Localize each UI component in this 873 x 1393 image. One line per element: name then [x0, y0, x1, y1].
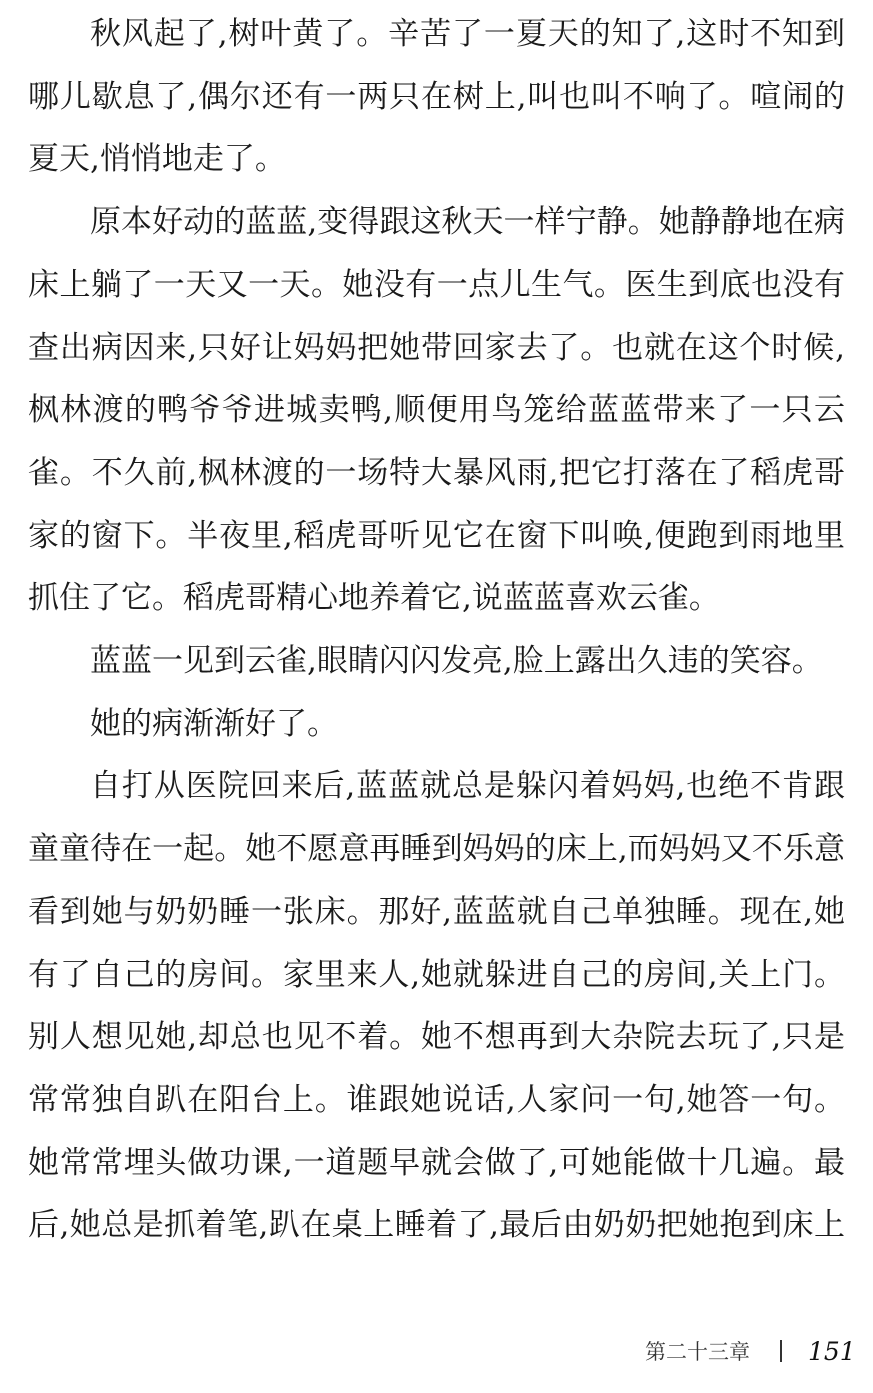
text-line: 别人想见她,却总也见不着。她不想再到大杂院去玩了,只是: [28, 1019, 845, 1056]
text-line: 她的病渐渐好了。: [90, 705, 338, 742]
text-line: 哪儿歇息了,偶尔还有一两只在树上,叫也叫不响了。喧闹的: [28, 78, 845, 115]
text-line: 有了自己的房间。家里来人,她就躲进自己的房间,关上门。: [28, 956, 845, 993]
text-line: 她常常埋头做功课,一道题早就会做了,可她能做十几遍。最: [28, 1144, 845, 1181]
page-footer: [645, 1336, 856, 1366]
text-line: 枫林渡的鸭爷爷进城卖鸭,顺便用鸟笼给蓝蓝带来了一只云: [28, 392, 845, 429]
chapter-title: 第二十三章: [645, 1340, 750, 1364]
text-line: 秋风起了,树叶黄了。辛苦了一夏天的知了,这时不知到: [90, 16, 845, 52]
text-line: 原本好动的蓝蓝,变得跟这秋天一样宁静。她静静地在病: [90, 204, 845, 241]
text-line: 自打从医院回来后,蓝蓝就总是躲闪着妈妈,也绝不肯跟: [90, 768, 845, 805]
text-line: 看到她与奶奶睡一张床。那好,蓝蓝就自己单独睡。现在,她: [28, 893, 845, 930]
text-line: 夏天,悄悄地走了。: [28, 141, 286, 178]
page-number: 151: [808, 1336, 856, 1366]
text-line: 常常独自趴在阳台上。谁跟她说话,人家问一句,她答一句。: [28, 1081, 845, 1118]
text-line: 童童待在一起。她不愿意再睡到妈妈的床上,而妈妈又不乐意: [28, 831, 845, 868]
text-line: 后,她总是抓着笔,趴在桌上睡着了,最后由奶奶把她抱到床上: [28, 1207, 845, 1244]
text-line: 床上躺了一天又一天。她没有一点儿生气。医生到底也没有: [28, 266, 845, 303]
text-line: 蓝蓝一见到云雀,眼睛闪闪发亮,脸上露出久违的笑容。: [90, 643, 823, 679]
text-line: 抓住了它。稻虎哥精心地养着它,说蓝蓝喜欢云雀。: [28, 580, 720, 617]
text-line: 查出病因来,只好让妈妈把她带回家去了。也就在这个时候,: [28, 329, 845, 366]
text-line: 家的窗下。半夜里,稻虎哥听见它在窗下叫唤,便跑到雨地里: [28, 517, 845, 554]
text-line: 雀。不久前,枫林渡的一场特大暴风雨,把它打落在了稻虎哥: [28, 454, 845, 491]
footer-divider: [780, 1340, 782, 1362]
